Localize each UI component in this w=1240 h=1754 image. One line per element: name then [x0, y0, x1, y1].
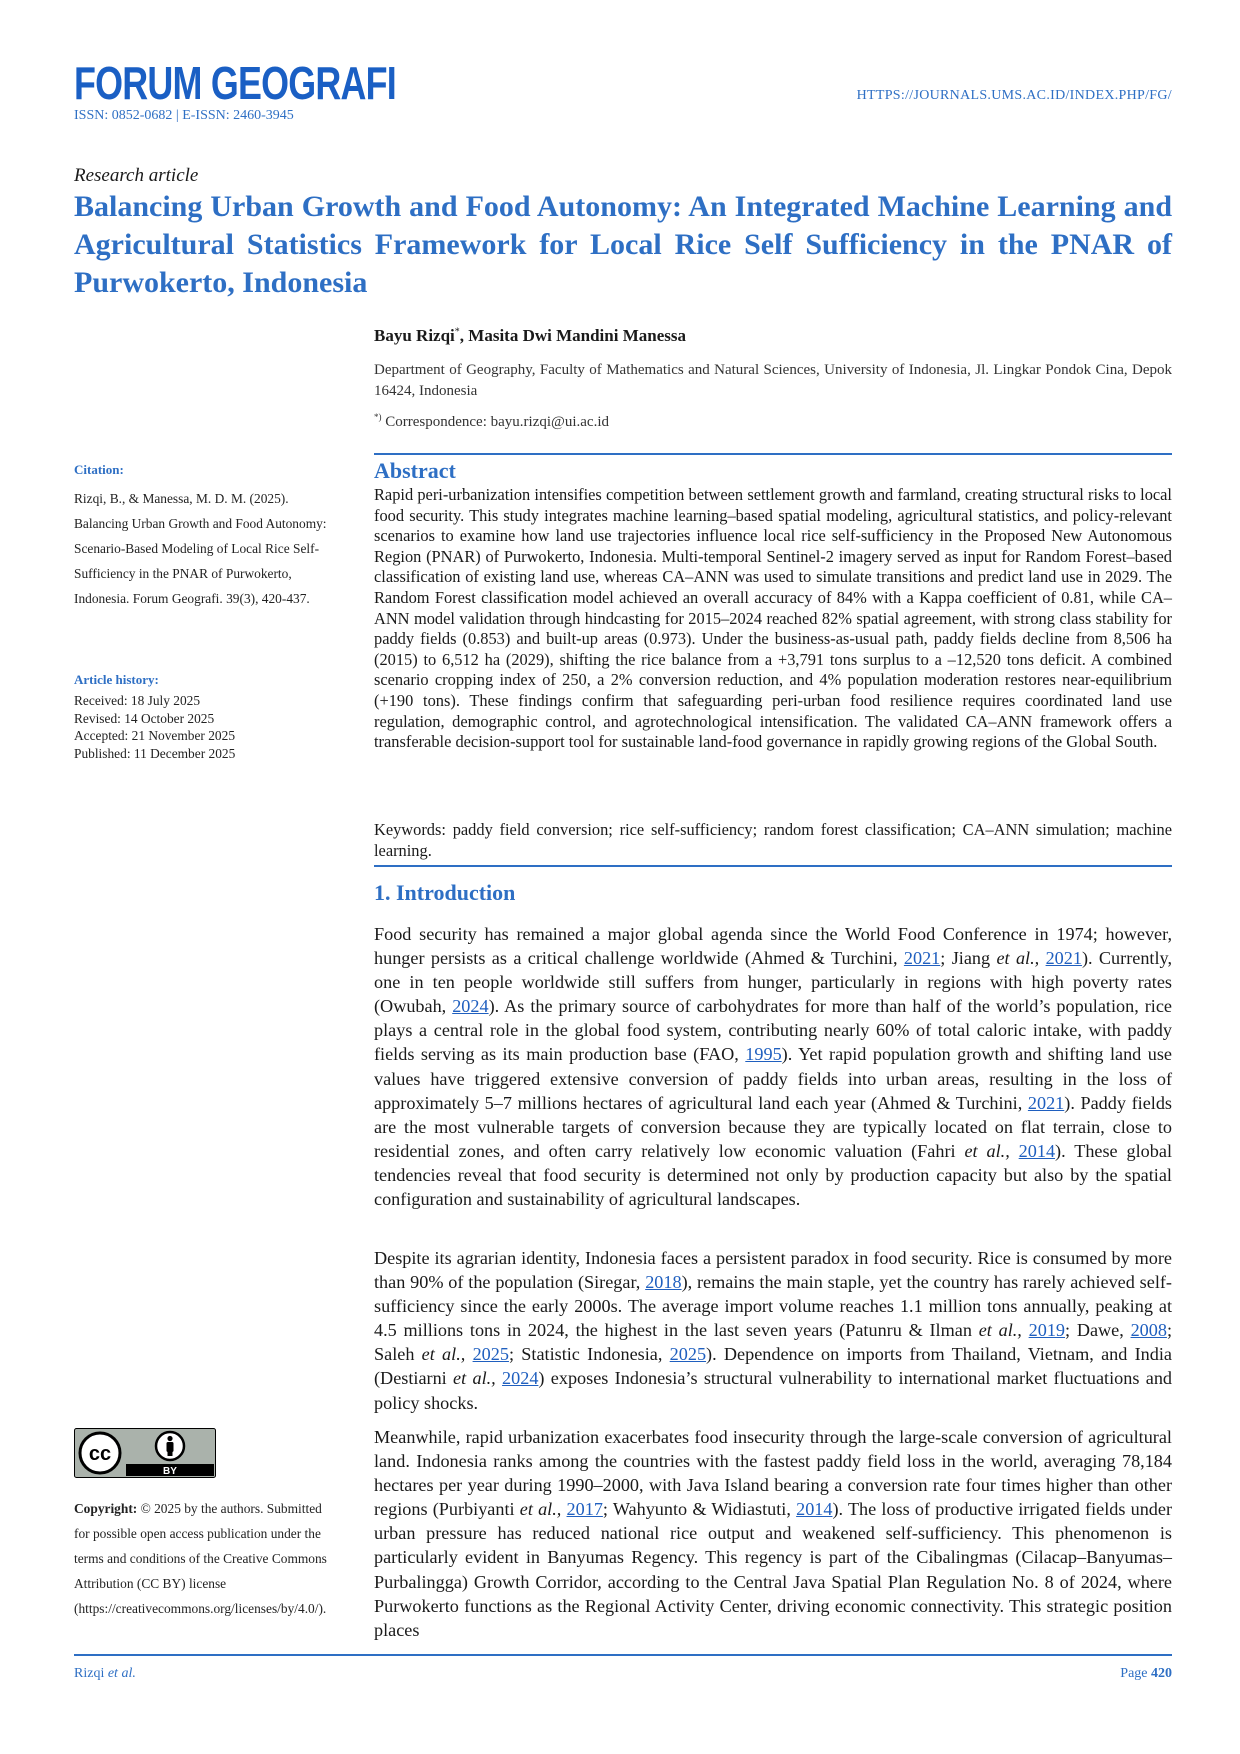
ref-link[interactable]: 2021	[1027, 1092, 1065, 1113]
introduction-heading: 1. Introduction	[374, 880, 516, 905]
cc-by-license-badge[interactable]	[74, 1428, 216, 1478]
history-label: Article history:	[74, 672, 159, 687]
ref-link[interactable]: 1995	[745, 1044, 782, 1065]
cc-by-label: BY	[163, 1466, 177, 1477]
ref-link[interactable]: 2024	[452, 996, 489, 1017]
svg-text:cc: cc	[88, 1443, 112, 1465]
citation-text: Rizqi, B., & Manessa, M. D. M. (2025). Balancing Urban Growth and Food Autonomy: Scenario-Based Modeling of Local Rice Self-Sufficiency in the PNAR of Purwokerto, Indonesia. Forum Geografi. 39(3), 420-437.	[74, 491, 327, 606]
citation-label: Citation:	[74, 462, 124, 477]
correspondence-text: Correspondence: bayu.rizqi@ui.ac.id	[381, 414, 609, 430]
page-number: 420	[1151, 1666, 1172, 1681]
journal-url-link[interactable]: HTTPS://JOURNALS.UMS.AC.ID/INDEX.PHP/FG/	[856, 88, 1172, 103]
author-2: , Masita Dwi Mandini Manessa	[459, 326, 686, 345]
abstract-bottom-rule	[374, 865, 1172, 867]
ref-link[interactable]: 2025	[669, 1344, 707, 1365]
ref-link[interactable]: 2021	[903, 948, 941, 969]
copyright-label: Copyright:	[74, 1501, 138, 1516]
ref-link[interactable]: 2017	[566, 1499, 603, 1520]
history-published: Published: 11 December 2025	[74, 745, 236, 761]
corr-mark: *)	[374, 412, 382, 422]
ref-link[interactable]: 2024	[502, 1368, 539, 1389]
issn: ISSN: 0852-0682 | E-ISSN: 2460-3945	[74, 108, 294, 123]
article-title: Balancing Urban Growth and Food Autonomy: An Integrated Machine Learning and Agricultural Statistics Framework for Local Rice Self Sufficiency in the PNAR of Purwokerto, Indonesia	[74, 190, 1172, 299]
copyright-notice	[74, 1496, 336, 1621]
corresponding-mark: *	[454, 326, 460, 338]
ref-link[interactable]: 2014	[796, 1499, 833, 1520]
copyright-text: © 2025 by the authors. Submitted for possible open access publication under the terms and conditions of the Creative Commons Attribution (CC BY) license (https://creativecommons.org/licenses/by/4.0/).	[74, 1501, 327, 1616]
ref-link[interactable]: 2021	[1045, 948, 1082, 969]
journal-logo	[74, 57, 396, 110]
intro-paragraph-1: Food security has remained a major global agenda since the World Food Conference in 1974; however, hunger persists as a critical challenge worldwide (Ahmed & Turchini, 2021; Jiang et al., 2021). Currently, one in ten people worldwide still suffers from hunger, particularly in regions with high poverty rates (Owubah, 2024). As the primary source of carbohydrates for more than half of the world’s population, rice plays a central role in the global food system, contributing nearly 60% of total caloric intake, with paddy fields serving as its main production base (FAO, 1995). Yet rapid population growth and shifting land use values have triggered extensive conversion of paddy fields into urban areas, resulting in the loss of approximately 5–7 millions hectares of agricultural land each year (Ahmed & Turchini, 2021). Paddy fields are the most vulnerable targets of conversion because they are typically located on flat terrain, close to residential zones, and often carry relatively low economic valuation (Fahri et al., 2014). These global tendencies reveal that food security is determined not only by production capacity but also by the spatial configuration and sustainability of agricultural landscapes.	[374, 924, 1173, 1210]
history-revised: Revised: 14 October 2025	[74, 710, 215, 726]
ref-link[interactable]: 2025	[472, 1344, 509, 1365]
abstract-top-rule	[374, 453, 1172, 455]
article-history	[74, 692, 336, 762]
logo-text: FORUM GEOGRAFI	[74, 57, 396, 109]
history-accepted: Accepted: 21 November 2025	[74, 728, 236, 743]
article-type: Research article	[74, 165, 199, 186]
ref-link[interactable]: 2018	[645, 1272, 682, 1293]
intro-paragraph-3: Meanwhile, rapid urbanization exacerbates food insecurity through the large-scale conversion of agricultural land. Indonesia ranks among the countries with the fastest paddy field loss in the world, averaging 78,184 hectares per year during 1990–2000, with Java Island bearing a conversion rate four times higher than other regions (Purbiyanti et al., 2017; Wahyunto & Widiastuti, 2014). The loss of productive irrigated fields under urban pressure has reduced national rice output and weakened self-sufficiency. This phenomenon is particularly evident in Banyumas Regency. This regency is part of the Cibalingmas (Cilacap–Banyumas–Purbalingga) Growth Corridor, according to the Central Java Spatial Plan Regulation No. 8 of 2024, where Purwokerto functions as the Regional Activity Center, driving economic connectivity. This strategic position places	[374, 1427, 1173, 1640]
footer-author: Rizqi et al.	[74, 1666, 136, 1681]
ref-link[interactable]: 2019	[1028, 1320, 1065, 1341]
affiliation: Department of Geography, Faculty of Mathematics and Natural Sciences, University of Indonesia, Jl. Lingkar Pondok Cina, Depok 16424, Indonesia	[374, 362, 1172, 399]
abstract-text: Rapid peri-urbanization intensifies competition between settlement growth and farmland, creating structural risks to local food security. This study integrates machine learning–based spatial modeling, agricultural statistics, and policy-relevant scenarios to examine how land use trajectories influence local rice self-sufficiency in the Proposed New Autonomous Region (PNAR) of Purwokerto, Indonesia. Multi-temporal Sentinel-2 imagery served as input for Random Forest–based classification of existing land use, whereas CA–ANN was used to simulate transitions and predict land use in 2029. The Random Forest classification model achieved an overall accuracy of 84% with a Kappa coefficient of 0.81, while CA–ANN model validation through hindcasting for 2015–2024 reached 82% spatial agreement, with strong class stability for paddy fields (0.853) and built-up areas (0.973). Under the business-as-usual path, paddy fields decline from 8,506 ha (2015) to 6,512 ha (2029), shifting the rice balance from a +3,791 tons surplus to a –12,520 tons deficit. A combined scenario cropping index of 250, a 2% conversion reduction, and 4% population moderation restores near-equilibrium (+190 tons). These findings confirm that safeguarding peri-urban food resilience requires coordinated land use regulation, demographic control, and agrotechnological intensification. The validated CA–ANN framework offers a transferable decision-support tool for sustainable land-food governance in rapidly growing regions of the Global South.	[374, 485, 1172, 752]
correspondence	[374, 412, 609, 431]
footer-rule	[74, 1654, 1172, 1656]
history-received: Received: 18 July 2025	[74, 693, 201, 708]
author-1: Bayu Rizqi	[374, 326, 455, 345]
ref-link[interactable]: 2014	[1018, 1140, 1056, 1161]
ref-link[interactable]: 2008	[1130, 1320, 1167, 1341]
intro-paragraph-2: Despite its agrarian identity, Indonesia faces a persistent paradox in food security. Rice is consumed by more than 90% of the population (Siregar, 2018), remains the main staple, yet the country has rarely achieved self-sufficiency since the early 2000s. The average import volume reaches 1.1 million tons annually, peaking at 4.5 millions tons in 2024, the highest in the last seven years (Patunru & Ilman et al., 2019; Dawe, 2008; Saleh et al., 2025; Statistic Indonesia, 2025). Dependence on imports from Thailand, Vietnam, and India (Destiarni et al., 2024) exposes Indonesia’s structural vulnerability to international market fluctuations and policy shocks.	[374, 1248, 1173, 1413]
abstract-heading: Abstract	[374, 458, 456, 483]
keywords: Keywords: paddy field conversion; rice self-sufficiency; random forest classification; CA–ANN simulation; machine learning.	[374, 820, 1172, 860]
authors	[374, 326, 686, 346]
footer-page: Page 420	[1120, 1666, 1172, 1681]
